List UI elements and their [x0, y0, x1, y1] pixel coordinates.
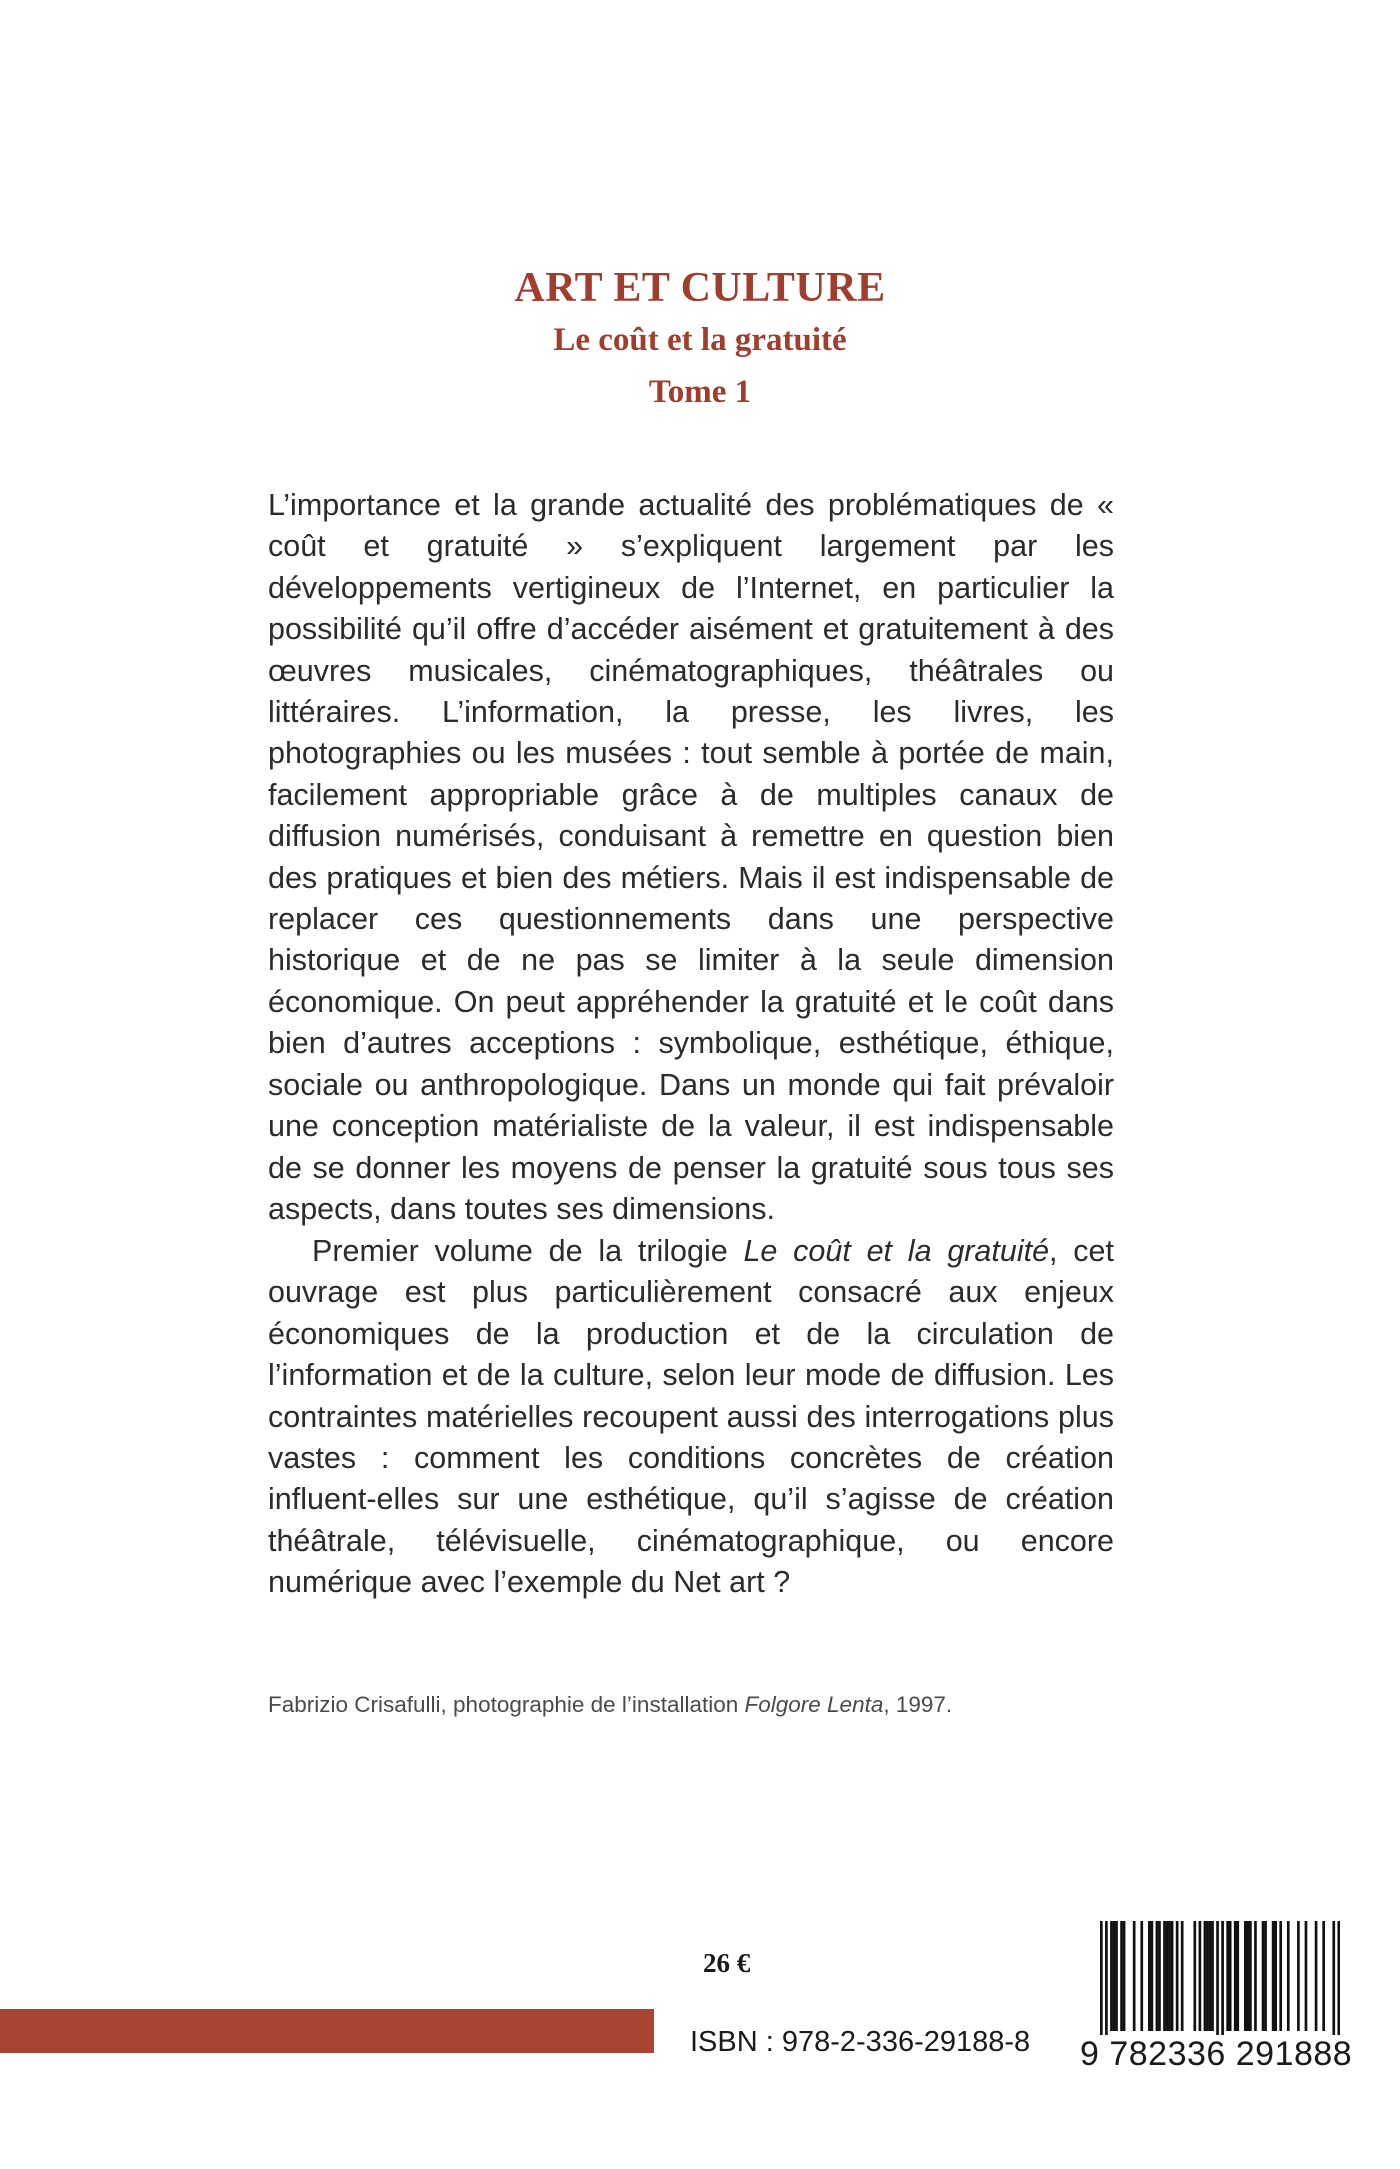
barcode-bar	[1166, 1921, 1169, 2031]
barcode-bar	[1216, 1921, 1219, 2039]
barcode-bar	[1287, 1921, 1290, 2031]
cover-header	[0, 262, 1400, 418]
barcode-bar	[1113, 1921, 1116, 2031]
barcode-bar	[1148, 1921, 1151, 2031]
barcode-bar	[1221, 1921, 1224, 2039]
barcode-bar	[1115, 1921, 1118, 2031]
photo-credit-start: Fabrizio Crisafulli, photographie de l’installation	[268, 1692, 745, 1717]
barcode-bar	[1236, 1921, 1239, 2031]
barcode-bar	[1100, 1921, 1103, 2039]
barcode-bar	[1322, 1921, 1325, 2031]
barcode-bar	[1156, 1921, 1159, 2031]
barcode-bar	[1199, 1921, 1202, 2031]
barcode-number: 9 782336 291888	[1080, 2035, 1353, 2073]
barcode-bar	[1274, 1921, 1277, 2031]
barcode-bar	[1229, 1921, 1232, 2031]
series-title-italic: Le coût et la gratuité	[743, 1234, 1050, 1268]
installation-title: Folgore Lenta	[744, 1692, 884, 1717]
barcode-bar	[1206, 1921, 1209, 2031]
barcode-bar	[1247, 1921, 1250, 2031]
barcode-bar	[1151, 1921, 1154, 2031]
blurb-paragraph-2-end: , cet ouvrage est plus particulièrement consacré aux enjeux économiques de la production et de la circulation de l’information et de la culture, selon leur mode de diffusion. Les contraintes matérielles recoupent aussi des interrogations plus vastes : comment les conditions concrètes de création influent-elles sur une esthétique, qu’il s’agisse de création théâtrale, télévisuelle, cinématographique, ou encore numérique avec l’exemple du Net art ?	[268, 1234, 1114, 1600]
photo-credit-end: , 1997.	[883, 1692, 953, 1717]
barcode-bar	[1204, 1921, 1207, 2031]
barcode-bar	[1105, 1921, 1108, 2039]
barcode-bar	[1193, 1921, 1196, 2031]
barcode-bar	[1133, 1921, 1136, 2031]
barcode-bar	[1262, 1921, 1265, 2031]
barcode-bar	[1315, 1921, 1318, 2031]
barcode-bar	[1209, 1921, 1212, 2031]
barcode-bar	[1171, 1921, 1174, 2031]
isbn: ISBN : 978-2-336-29188-8	[690, 2026, 1031, 2058]
book-subtitle: Le coût et la gratuité	[553, 322, 847, 358]
barcode-bar	[1176, 1921, 1179, 2031]
barcode	[1080, 1921, 1353, 2078]
barcode-bar	[1264, 1921, 1267, 2031]
blurb-paragraph-2-start: Premier volume de la trilogie	[312, 1234, 744, 1268]
price: 26 €	[703, 1948, 751, 1978]
barcode-bar	[1226, 1921, 1229, 2031]
barcode-bar	[1332, 1921, 1335, 2039]
barcode-bar	[1249, 1921, 1252, 2031]
barcode-bar	[1254, 1921, 1257, 2031]
barcode-bar	[1305, 1921, 1308, 2031]
barcode-bar	[1297, 1921, 1300, 2031]
book-title: ART ET CULTURE	[514, 265, 886, 311]
barcode-bar	[1272, 1921, 1275, 2031]
photo-credit	[268, 1690, 952, 1720]
barcode-bar	[1120, 1921, 1123, 2031]
barcode-bar	[1158, 1921, 1161, 2031]
barcode-bar	[1337, 1921, 1340, 2039]
book-volume: Tome 1	[648, 374, 752, 410]
barcode-bar	[1181, 1921, 1184, 2031]
barcode-bar	[1163, 1921, 1166, 2031]
decorative-bar	[0, 2009, 654, 2053]
barcode-bar	[1123, 1921, 1126, 2031]
barcode-bar	[1279, 1921, 1282, 2031]
barcode-bars	[1100, 1921, 1340, 2039]
blurb-paragraph-2	[268, 1231, 1114, 1604]
barcode-bar	[1110, 1921, 1113, 2031]
barcode-bar	[1234, 1921, 1237, 2031]
blurb-paragraph-1: L’importance et la grande actualité des problématiques de « coût et gratuité » s’expliquent largement par les développements vertigineux de l’Internet, en particulier la possibilité qu’il offre d’accéder aisément et gratuitement à des œuvres musicales, cinématographiques, théâtrales ou littéraires. L’information, la presse, les livres, les photographies ou les musées : tout semble à portée de main, facilement appropriable grâce à de multiples canaux de diffusion numérisés, conduisant à remettre en question bien des pratiques et bien des métiers. Mais il est indispensable de replacer ces questionnements dans une perspective historique et de ne pas se limiter à la seule dimension économique. On peut appréhender la gratuité et le coût dans bien d’autres acceptions : symbolique, esthétique, éthique, sociale ou anthropologique. Dans un monde qui fait prévaloir une conception matérialiste de la valeur, il est indispensable de se donner les moyens de penser la gratuité sous tous ses aspects, dans toutes ses dimensions.	[268, 488, 1114, 1226]
barcode-bar	[1211, 1921, 1214, 2031]
barcode-bar	[1168, 1921, 1171, 2031]
barcode-bar	[1140, 1921, 1143, 2031]
barcode-bar	[1244, 1921, 1247, 2031]
